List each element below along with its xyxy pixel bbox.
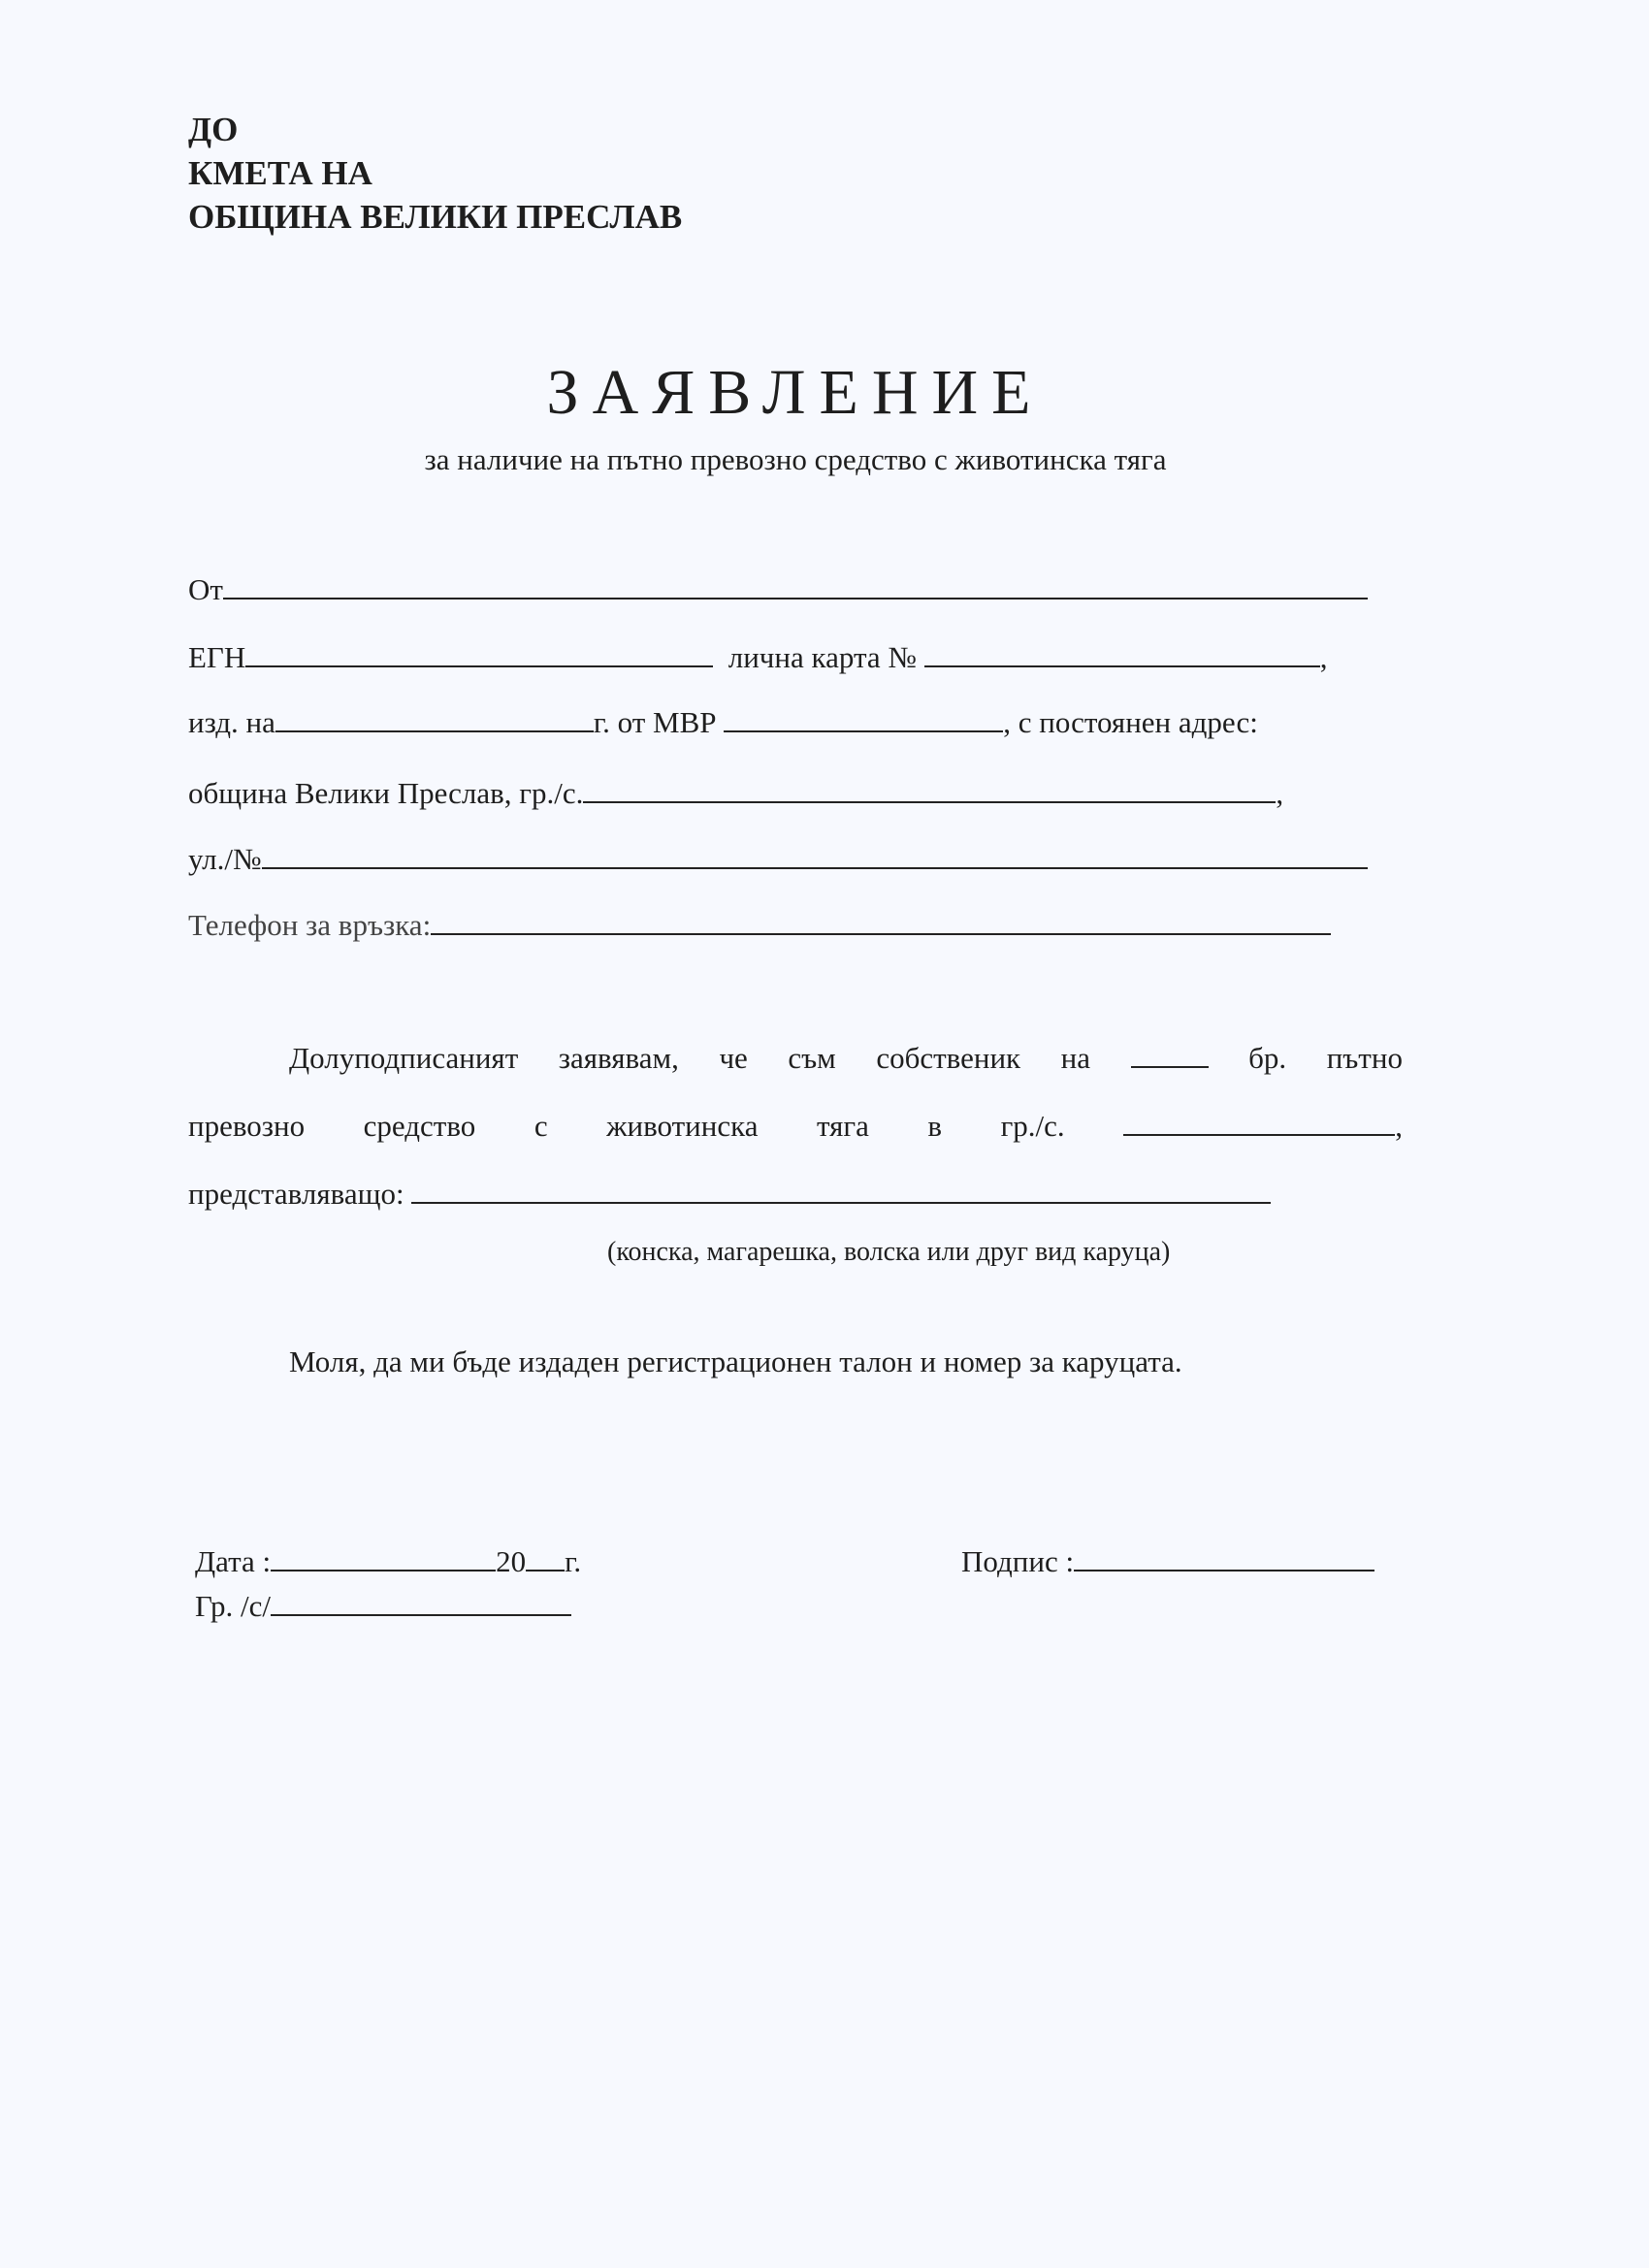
issued-row bbox=[188, 707, 1258, 737]
date-row bbox=[195, 1546, 581, 1576]
footer-town-field[interactable] bbox=[271, 1591, 571, 1616]
egn-row bbox=[188, 642, 1327, 672]
word: тяга bbox=[817, 1109, 869, 1143]
word: в bbox=[927, 1109, 943, 1143]
comma: , bbox=[1276, 776, 1284, 810]
word: средство bbox=[363, 1109, 476, 1143]
from-field[interactable] bbox=[223, 574, 1368, 599]
document-subtitle: за наличие на пътно превозно средство с животинска тяга bbox=[424, 442, 1167, 476]
word: на bbox=[1060, 1041, 1091, 1075]
addressee-line-1: ДО bbox=[188, 111, 239, 148]
signature-label: Подпис : bbox=[961, 1544, 1075, 1578]
vehicle-type-field[interactable] bbox=[411, 1179, 1271, 1204]
from-label: От bbox=[188, 572, 223, 606]
from-row bbox=[188, 574, 1368, 604]
declaration-line-2 bbox=[188, 1111, 1403, 1141]
address-label: , с постоянен адрес: bbox=[1003, 705, 1258, 739]
declaration-line-3 bbox=[188, 1179, 1271, 1209]
date-field[interactable] bbox=[271, 1546, 496, 1571]
street-field[interactable] bbox=[262, 844, 1368, 869]
word: Долуподписаният bbox=[289, 1041, 519, 1075]
document-title: ЗАЯВЛЕНИЕ bbox=[546, 357, 1045, 428]
phone-row bbox=[188, 910, 1331, 940]
word: собственик bbox=[876, 1041, 1021, 1075]
signature-field[interactable] bbox=[1074, 1546, 1374, 1571]
issued-date-field[interactable] bbox=[275, 707, 594, 732]
count-field[interactable] bbox=[1131, 1043, 1209, 1068]
representing-label: представляващо: bbox=[188, 1177, 404, 1211]
town-row bbox=[195, 1591, 571, 1621]
addressee-line-3: ОБЩИНА ВЕЛИКИ ПРЕСЛАВ bbox=[188, 198, 683, 236]
vehicle-type-note: (конска, магарешка, волска или друг вид каруца) bbox=[607, 1237, 1171, 1267]
declaration-line-1 bbox=[289, 1043, 1403, 1073]
street-row bbox=[188, 844, 1368, 874]
year-mvr-label: г. от МВР bbox=[593, 705, 717, 739]
phone-label: Телефон за връзка: bbox=[188, 908, 432, 942]
municipality-label: община Велики Преслав, гр./с. bbox=[188, 776, 584, 810]
phone-field[interactable] bbox=[431, 910, 1331, 935]
request-text: Моля, да ми бъде издаден регистрационен талон и номер за каруцата. bbox=[289, 1345, 1182, 1378]
egn-label: ЕГН bbox=[188, 640, 246, 674]
municipality-row bbox=[188, 778, 1283, 808]
year-prefix: 20 bbox=[496, 1544, 527, 1578]
word: животинска bbox=[606, 1109, 759, 1143]
issued-label: изд. на bbox=[188, 705, 275, 739]
year-field[interactable] bbox=[526, 1546, 565, 1571]
signature-row bbox=[961, 1546, 1374, 1576]
word: превозно bbox=[188, 1109, 306, 1143]
word: гр./с. bbox=[1000, 1109, 1065, 1143]
word: заявявам, bbox=[558, 1041, 679, 1075]
addressee-line-2: КМЕТА НА bbox=[188, 154, 372, 192]
town-field[interactable] bbox=[583, 778, 1276, 803]
mvr-field[interactable] bbox=[724, 707, 1003, 732]
town-label: Гр. /с/ bbox=[195, 1589, 271, 1623]
word: бр. bbox=[1248, 1041, 1287, 1075]
word: с bbox=[534, 1109, 548, 1143]
id-card-label: лична карта № bbox=[728, 640, 917, 674]
word: пътно bbox=[1326, 1041, 1403, 1075]
word: съм bbox=[788, 1041, 836, 1075]
id-card-field[interactable] bbox=[924, 642, 1320, 667]
vehicle-town-field[interactable] bbox=[1123, 1111, 1395, 1136]
street-label: ул./№ bbox=[188, 842, 262, 876]
egn-field[interactable] bbox=[245, 642, 713, 667]
word: че bbox=[719, 1041, 748, 1075]
date-label: Дата : bbox=[195, 1544, 272, 1578]
year-suffix: г. bbox=[565, 1544, 582, 1578]
comma: , bbox=[1395, 1109, 1403, 1143]
comma: , bbox=[1319, 640, 1328, 674]
